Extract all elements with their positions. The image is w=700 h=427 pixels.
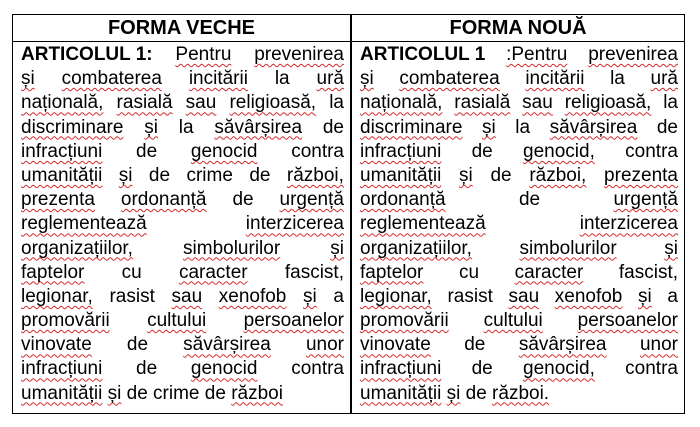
word: război, <box>286 164 344 186</box>
word: contra <box>291 140 344 162</box>
word: de <box>148 164 171 186</box>
word: simbolurilor <box>183 237 281 259</box>
word: rasist <box>447 285 493 307</box>
word: de <box>471 358 493 380</box>
text-line <box>21 116 344 140</box>
word: și <box>303 285 317 307</box>
word: legionar, <box>21 285 93 307</box>
new-form-text <box>352 42 684 413</box>
word: contra <box>625 358 678 380</box>
word: ARTICOLUL 1 <box>360 44 486 65</box>
text-line <box>21 91 344 115</box>
text-line <box>21 188 344 212</box>
word: cu <box>121 261 142 283</box>
word: faptelor <box>360 261 424 283</box>
text-line <box>360 67 678 91</box>
word: religioasă, <box>229 92 317 114</box>
text-line <box>21 67 344 91</box>
word: și <box>459 164 473 186</box>
word: săvârșirea <box>214 116 303 138</box>
word: vinovate <box>21 334 92 356</box>
word: sau <box>171 285 203 307</box>
word: rasială <box>454 92 511 114</box>
word: caracter <box>514 261 584 283</box>
comparison-table <box>12 14 685 414</box>
word: prevenirea <box>254 44 344 65</box>
word: fascist, <box>618 261 678 283</box>
word: genocid, <box>523 140 595 162</box>
word: vinovate <box>360 334 431 356</box>
text-line <box>21 140 344 164</box>
word: prezenta <box>604 164 678 186</box>
text-line <box>360 357 678 381</box>
word: și <box>118 164 133 186</box>
text-line <box>21 382 344 406</box>
header-old-form: FORMA VECHE <box>13 15 352 42</box>
word: prezenta <box>21 189 95 211</box>
word: umanității <box>360 382 442 404</box>
word: genocid <box>190 140 258 162</box>
text-line <box>360 212 678 236</box>
word: de <box>656 116 678 138</box>
word: de <box>136 140 158 162</box>
word: fascist, <box>284 261 344 283</box>
word: unor <box>639 334 678 356</box>
word: sau <box>185 92 217 114</box>
word: interzicerea <box>579 213 678 235</box>
word: umanității <box>21 382 103 404</box>
word: la <box>329 92 344 114</box>
word: urgență <box>613 189 678 211</box>
word: infracțiuni <box>21 140 103 162</box>
word: caracter <box>178 261 248 283</box>
text-line <box>360 261 678 285</box>
text-line <box>21 309 344 333</box>
old-form-text <box>13 42 352 413</box>
word: cu <box>458 261 480 283</box>
word: genocid, <box>523 358 595 380</box>
word: a <box>667 285 678 307</box>
word: reglementează <box>21 213 147 235</box>
word: de <box>249 164 271 186</box>
text-line <box>360 237 678 261</box>
word: unor <box>305 334 344 356</box>
word: infracțiuni <box>360 140 442 162</box>
word: xenofob <box>218 285 287 307</box>
text-line <box>21 237 344 261</box>
word: la <box>663 92 678 114</box>
word: legionar, <box>360 285 432 307</box>
word: la <box>515 116 531 138</box>
text-line <box>21 333 344 357</box>
word: de <box>464 334 486 356</box>
text-line <box>360 333 678 357</box>
word: genocid <box>190 358 258 380</box>
word: război, <box>529 164 587 186</box>
word: promovării <box>360 310 449 332</box>
word: a <box>333 285 344 307</box>
word: infracțiuni <box>360 358 442 380</box>
word: urgență <box>279 189 344 211</box>
word: săvârșirea <box>183 334 271 356</box>
word: rasist <box>109 285 155 307</box>
word: organizațiilor, <box>360 237 472 259</box>
text-line <box>360 91 678 115</box>
word: xenofob <box>554 285 623 307</box>
text-line <box>360 188 678 212</box>
text-line <box>360 140 678 164</box>
word: la <box>610 68 625 90</box>
text-line <box>21 357 344 381</box>
word: sau <box>522 92 553 114</box>
word: și <box>330 237 344 259</box>
word: ordonanță <box>360 189 446 211</box>
word: crime <box>186 164 233 186</box>
word: ură <box>316 68 344 90</box>
word: de <box>465 382 487 404</box>
word: și <box>21 68 35 90</box>
text-line <box>360 382 678 406</box>
word: :Pentru <box>506 44 568 65</box>
text-line <box>21 285 344 309</box>
word: religioasă, <box>564 92 652 114</box>
word: reglementează <box>360 213 486 235</box>
word: combaterea <box>399 68 500 90</box>
word: prevenirea <box>588 44 678 65</box>
text-line <box>360 116 678 140</box>
text-line <box>21 164 344 188</box>
word: de <box>126 382 148 404</box>
word: contra <box>625 140 678 162</box>
word: și <box>664 237 678 259</box>
word: simbolurilor <box>519 237 617 259</box>
word: și <box>107 382 122 404</box>
word: de <box>322 116 344 138</box>
word: umanității <box>21 164 103 186</box>
word: interzicerea <box>245 213 344 235</box>
word: ARTICOLUL 1: <box>21 44 153 65</box>
word: națională, <box>360 92 443 114</box>
word: război <box>231 382 283 404</box>
word: promovării <box>21 310 110 332</box>
word: de <box>126 334 149 356</box>
header-new-form: FORMA NOUĂ <box>352 15 684 42</box>
word: și <box>144 116 158 138</box>
word: și <box>481 116 496 138</box>
word: de <box>232 189 254 211</box>
text-line <box>21 212 344 236</box>
word: război. <box>492 382 550 404</box>
word: ordonanță <box>120 189 207 211</box>
word: de <box>471 140 493 162</box>
word: infracțiuni <box>21 358 103 380</box>
word: de <box>136 358 158 380</box>
word: crime <box>153 382 200 404</box>
word: de <box>518 189 541 211</box>
word: organizațiilor, <box>21 237 133 259</box>
word: și <box>638 285 652 307</box>
word: și <box>360 68 374 90</box>
text-line <box>360 285 678 309</box>
word: de <box>204 382 226 404</box>
word: rasială <box>116 92 173 114</box>
word: combaterea <box>61 68 162 90</box>
text-line <box>360 164 678 188</box>
word: umanității <box>360 164 442 186</box>
text-line <box>21 43 344 67</box>
word: contra <box>291 358 344 380</box>
word: faptelor <box>21 261 85 283</box>
word: persoanelor <box>577 310 678 332</box>
text-line <box>360 309 678 333</box>
word: de <box>490 164 512 186</box>
word: sau <box>508 285 540 307</box>
word: persoanelor <box>243 310 344 332</box>
word: ură <box>650 68 678 90</box>
word: națională, <box>21 92 104 114</box>
word: cultului <box>147 310 207 332</box>
word: incitării <box>525 68 585 90</box>
word: săvârșirea <box>518 334 607 356</box>
word: Pentru <box>175 44 232 65</box>
word: la <box>274 68 290 90</box>
word: săvârșirea <box>549 116 638 138</box>
text-line <box>360 43 678 67</box>
text-line <box>21 261 344 285</box>
word: discriminare <box>21 116 124 138</box>
word: la <box>178 116 194 138</box>
word: cultului <box>483 310 543 332</box>
word: discriminare <box>360 116 463 138</box>
word: incitării <box>188 68 248 90</box>
word: și <box>446 382 461 404</box>
